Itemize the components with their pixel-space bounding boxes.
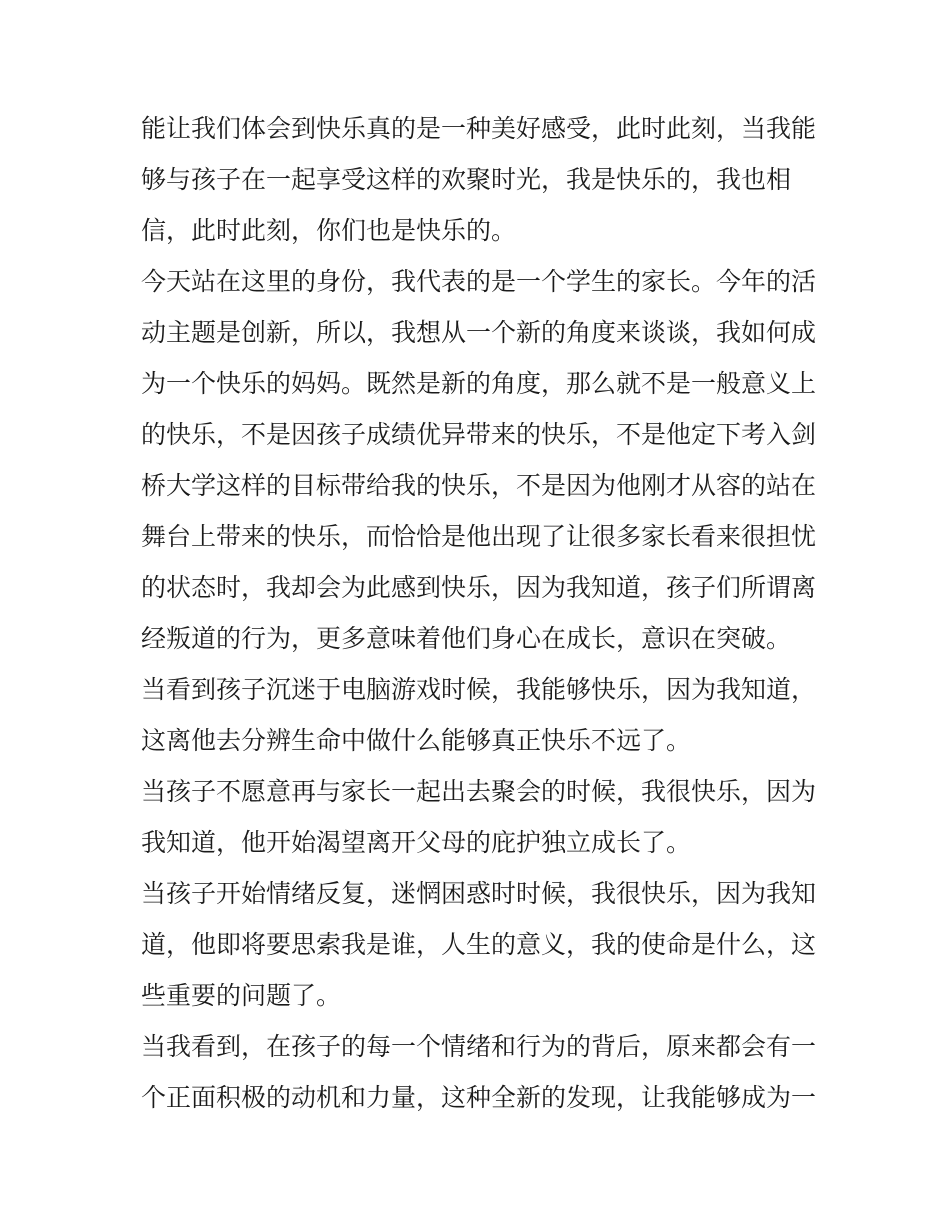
text-line: 桥大学这样的目标带给我的快乐，不是因为他刚才从容的站在 <box>141 471 817 500</box>
text-line: 能让我们体会到快乐真的是一种美好感受，此时此刻，当我能 <box>141 114 817 143</box>
text-line: 我知道，他开始渴望离开父母的庇护独立成长了。 <box>141 828 692 857</box>
text-line: 道，他即将要思索我是谁，人生的意义，我的使命是什么，这 <box>141 930 817 959</box>
text-line: 经叛道的行为，更多意味着他们身心在成长，意识在突破。 <box>141 624 792 653</box>
text-line: 舞台上带来的快乐，而恰恰是他出现了让很多家长看来很担忧 <box>141 522 817 551</box>
text-line: 当孩子不愿意再与家长一起出去聚会的时候，我很快乐，因为 <box>141 777 817 806</box>
text-line: 些重要的问题了。 <box>141 981 342 1010</box>
text-line: 够与孩子在一起享受这样的欢聚时光，我是快乐的，我也相 <box>141 165 792 194</box>
text-line: 当看到孩子沉迷于电脑游戏时候，我能够快乐，因为我知道， <box>141 675 817 704</box>
text-line: 动主题是创新，所以，我想从一个新的角度来谈谈，我如何成 <box>141 318 817 347</box>
text-line: 的快乐，不是因孩子成绩优异带来的快乐，不是他定下考入剑 <box>141 420 817 449</box>
text-line: 当孩子开始情绪反复，迷惘困惑时时候，我很快乐，因为我知 <box>141 879 817 908</box>
text-line: 为一个快乐的妈妈。既然是新的角度，那么就不是一般意义上 <box>141 369 817 398</box>
text-line: 个正面积极的动机和力量，这种全新的发现，让我能够成为一 <box>141 1083 817 1112</box>
text-line: 今天站在这里的身份，我代表的是一个学生的家长。今年的活 <box>141 267 817 296</box>
text-line: 这离他去分辨生命中做什么能够真正快乐不远了。 <box>141 726 692 755</box>
text-line: 信，此时此刻，你们也是快乐的。 <box>141 216 517 245</box>
text-line: 当我看到，在孩子的每一个情绪和行为的背后，原来都会有一 <box>141 1032 817 1061</box>
text-line: 的状态时，我却会为此感到快乐，因为我知道，孩子们所谓离 <box>141 573 817 602</box>
